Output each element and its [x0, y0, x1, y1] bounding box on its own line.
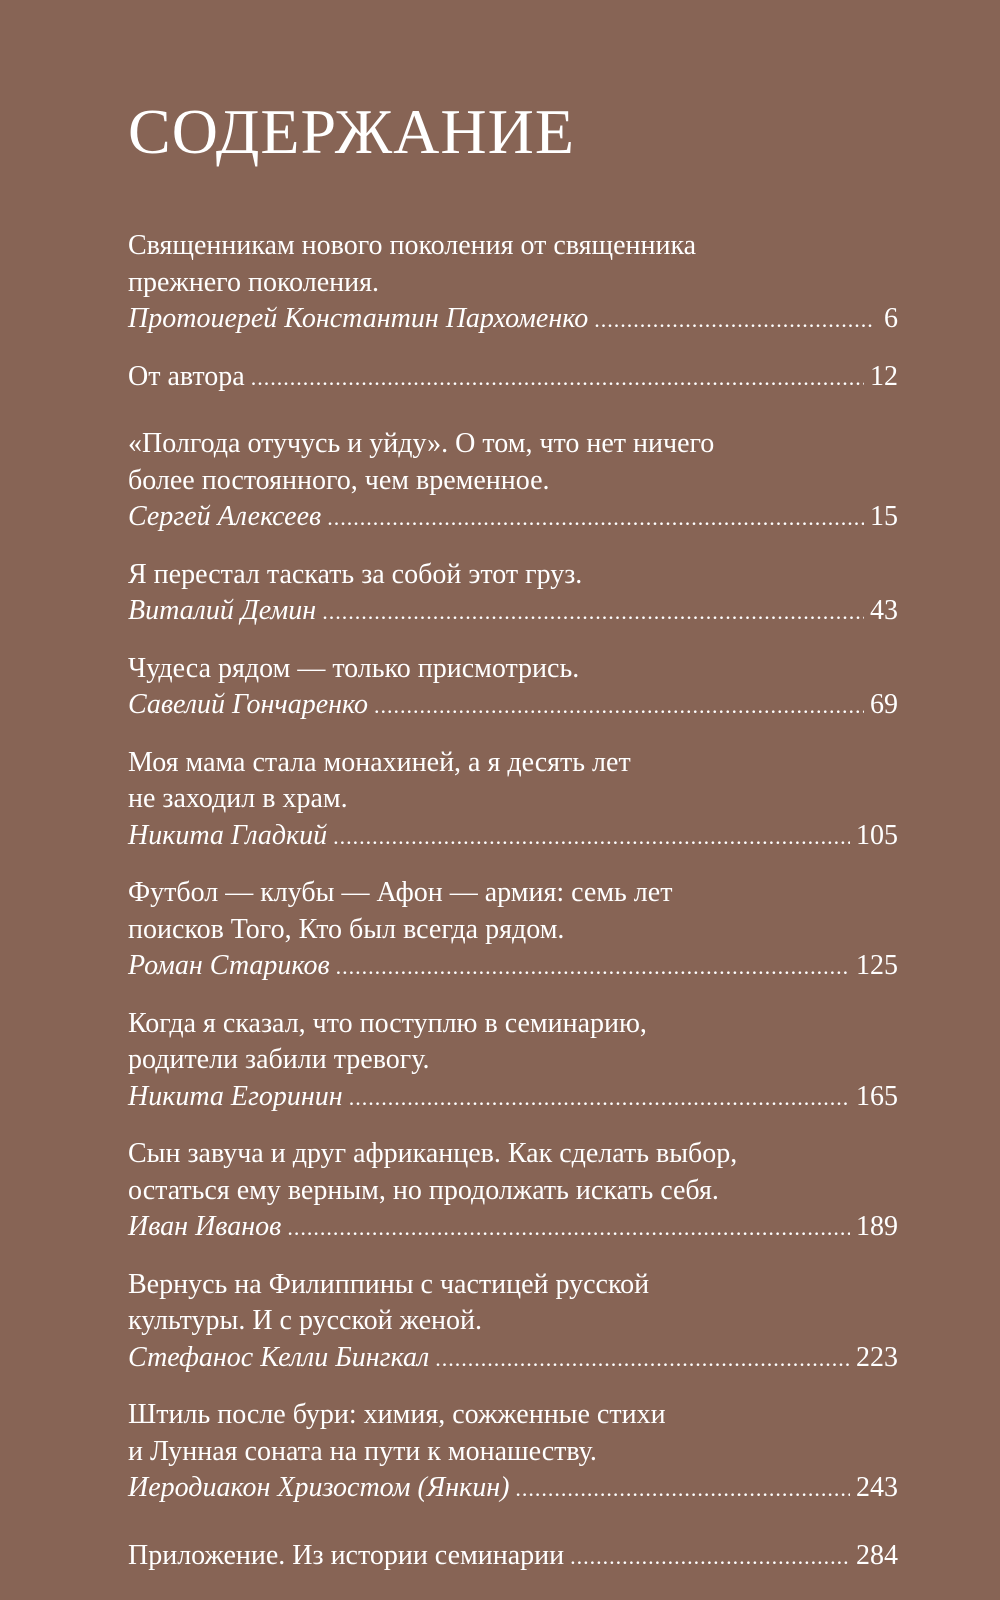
entry-title-line: Священникам нового поколения от священника — [128, 230, 697, 261]
entry-author-line — [128, 301, 898, 339]
entry-title-line: культуры. И с русской женой. — [128, 1305, 483, 1336]
dot-leader — [251, 360, 864, 397]
dot-leader — [333, 819, 850, 856]
dot-leader — [374, 688, 864, 725]
entry-title-line: Сын завуча и друг африканцев. Как сделать выбор, — [128, 1138, 738, 1169]
toc-entry — [128, 651, 898, 725]
entry-author-line — [128, 499, 898, 537]
toc-entry — [128, 359, 898, 397]
toc-entry — [128, 1538, 898, 1576]
entry-title: Приложение. Из истории семинарии — [128, 1539, 565, 1571]
entry-page-number: 223 — [856, 1341, 898, 1373]
entry-title-line: более постоянного, чем временное. — [128, 464, 550, 496]
entry-title-line: «Полгода отучусь и уйду». О том, что нет ничего — [128, 428, 715, 459]
entry-title-line: Моя мама стала монахиней, а я десять лет — [128, 746, 631, 778]
entry-title-line — [128, 1538, 898, 1576]
entry-page-number: 189 — [856, 1211, 898, 1242]
toc-entry — [128, 1006, 898, 1117]
toc-entry — [128, 745, 898, 856]
entry-title-line: остаться ему верным, но продолжать искать себя. — [128, 1174, 719, 1206]
entry-title-line: Вернусь на Филиппины с частицей русской — [128, 1268, 650, 1300]
dot-leader — [322, 594, 864, 631]
dot-leader — [435, 1341, 850, 1378]
entry-page-number: 243 — [856, 1472, 898, 1503]
dot-leader — [570, 1539, 850, 1576]
entry-title-line: Когда я сказал, что поступлю в семинарию, — [128, 1007, 647, 1039]
entry-author: Стефанос Келли Бингкал — [128, 1341, 430, 1373]
entry-author-line — [128, 1340, 898, 1378]
entry-page-number: 12 — [870, 360, 898, 392]
entry-author: Сергей Алексеев — [128, 501, 322, 532]
entry-title-line: родители забили тревогу. — [128, 1044, 430, 1075]
toc-entry — [128, 426, 898, 537]
toc-entry — [128, 1267, 898, 1378]
entry-title: От автора — [128, 360, 245, 392]
entry-author-line — [128, 1079, 898, 1117]
entry-author-line — [128, 1209, 898, 1247]
entry-page-number: 6 — [884, 303, 898, 334]
entry-title-line: поисков Того, Кто был всегда рядом. — [128, 913, 565, 945]
entry-author: Иван Иванов — [128, 1211, 282, 1242]
entry-author: Протоиерей Константин Пархоменко — [128, 303, 589, 334]
entry-page-number: 165 — [856, 1080, 898, 1112]
page-title: СОДЕРЖАНИЕ — [128, 96, 575, 167]
entry-title-line: прежнего поколения. — [128, 266, 380, 298]
entry-page-number: 125 — [856, 950, 898, 981]
dot-leader — [327, 500, 864, 537]
table-of-contents — [128, 228, 898, 1595]
entry-title-line: Штиль после бури: химия, сожженные стихи — [128, 1399, 666, 1430]
dot-leader — [336, 949, 850, 986]
entry-title-line: и Лунная соната на пути к монашеству. — [128, 1435, 597, 1467]
toc-entry — [128, 557, 898, 631]
entry-title-line — [128, 359, 898, 397]
toc-entry — [128, 1136, 898, 1247]
entry-author: Никита Егоринин — [128, 1080, 343, 1112]
entry-author-line — [128, 948, 898, 986]
entry-author-line — [128, 687, 898, 725]
entry-author-line — [128, 818, 898, 856]
toc-entry — [128, 1397, 898, 1508]
entry-page-number: 105 — [856, 819, 898, 851]
dot-leader — [594, 302, 872, 339]
entry-title-line: Чудеса рядом — только присмотрись. — [128, 652, 580, 684]
toc-entry — [128, 228, 898, 339]
entry-author-line — [128, 593, 898, 631]
entry-author: Роман Стариков — [128, 950, 330, 981]
entry-author: Иеродиакон Хризостом (Янкин) — [128, 1472, 510, 1503]
dot-leader — [515, 1471, 850, 1508]
entry-page-number: 284 — [856, 1539, 898, 1571]
entry-title-line: Я перестал таскать за собой этот груз. — [128, 558, 583, 590]
entry-author: Никита Гладкий — [128, 819, 328, 851]
entry-page-number: 15 — [870, 501, 898, 532]
entry-author: Виталий Демин — [128, 595, 317, 626]
toc-entry — [128, 875, 898, 986]
entry-page-number: 69 — [870, 689, 898, 720]
entry-page-number: 43 — [870, 595, 898, 626]
entry-author-line — [128, 1470, 898, 1508]
entry-title-line: Футбол — клубы — Афон — армия: семь лет — [128, 877, 673, 908]
dot-leader — [287, 1210, 850, 1247]
dot-leader — [349, 1080, 850, 1117]
entry-author: Савелий Гончаренко — [128, 689, 369, 720]
entry-title-line: не заходил в храм. — [128, 783, 348, 814]
